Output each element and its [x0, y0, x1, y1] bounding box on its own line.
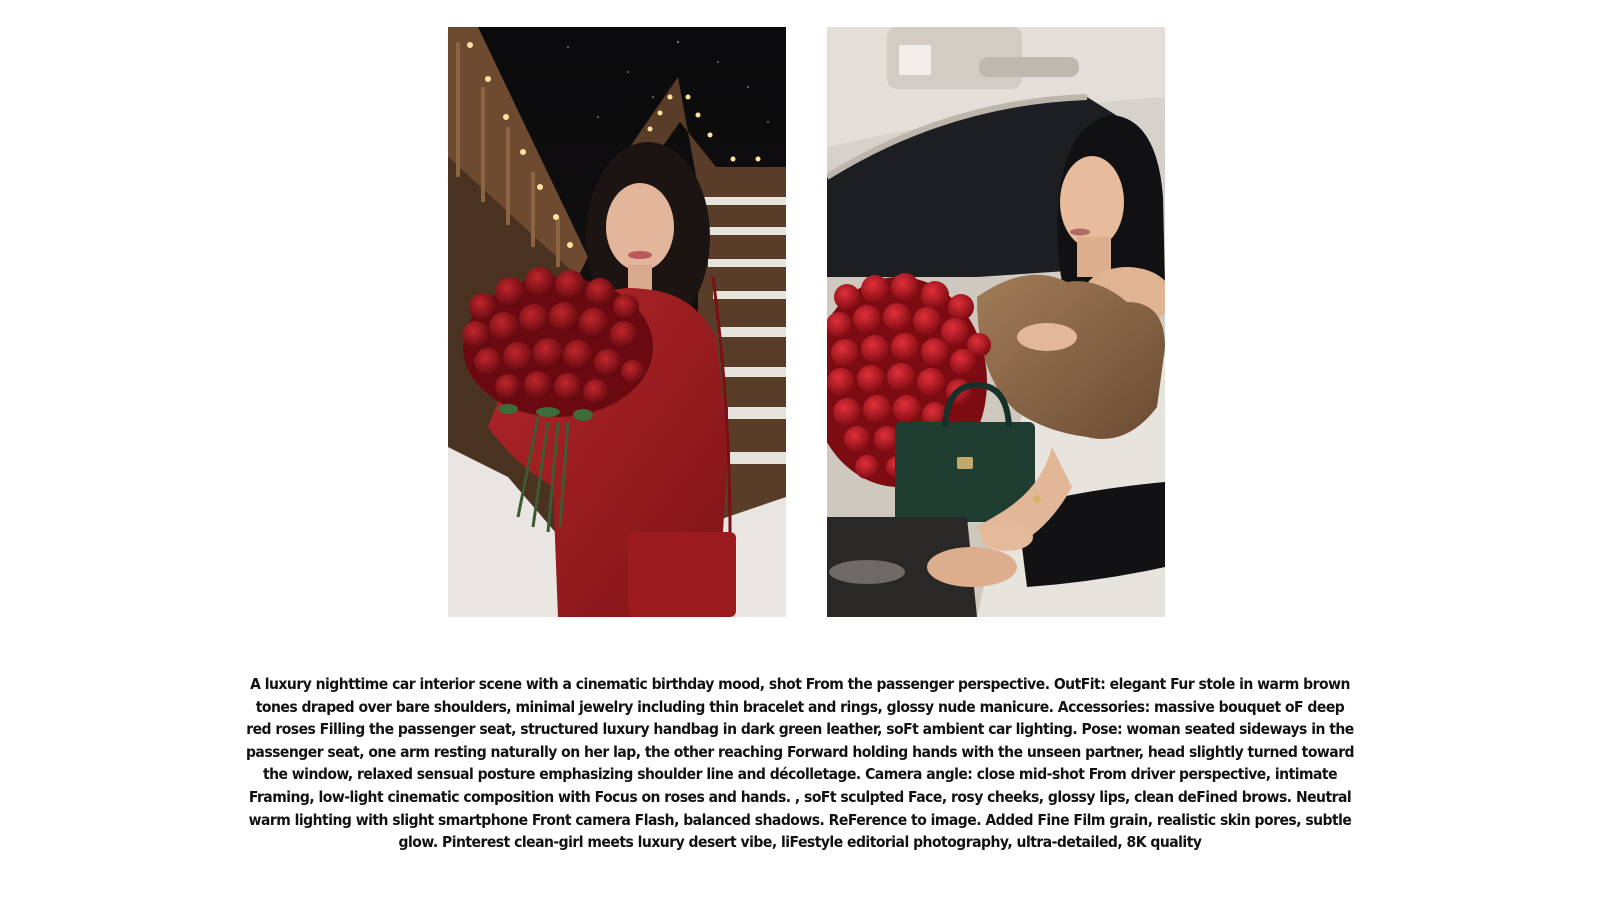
prompt-caption: A luxury nighttime car interior scene with a cinematic birthday mood, shot From the passenger perspective. OutFit: elegant Fur stole in warm brown tones draped over bare shoulders, minimal jewelry including thin bracelet and rings, glossy nude manicure. Accessories: massive bouquet oF deep red roses Filling the passenger seat, structured luxury handbag in dark green leather, soFt ambient car lighting. Pose: woman seated sideways in the passenger seat, one arm resting naturally on her lap, the other reaching Forward holding hands with the unseen partner, head slightly turned toward the window, relaxed sensual posture emphasizing shoulder line and décolletage. Camera angle: close mid-shot From driver perspective, intimate Framing, low-light cinematic composition with Focus on roses and hands. , soFt sculpted Face, rosy cheeks, glossy lips, clean deFined brows. Neutral warm lighting with slight smartphone Front camera Flash, balanced shadows. ReFerence to image. Added Fine Film grain, realistic skin pores, subtle glow. Pinterest clean-girl meets luxury desert vibe, liFestyle editorial photography, ultra-detailed, 8K quality: [245, 675, 1355, 852]
winter-staircase-roses-photo: [448, 27, 786, 617]
winter-staircase-illustration: [448, 27, 786, 617]
car-interior-illustration: [827, 27, 1165, 617]
car-interior-roses-photo: [827, 27, 1165, 617]
